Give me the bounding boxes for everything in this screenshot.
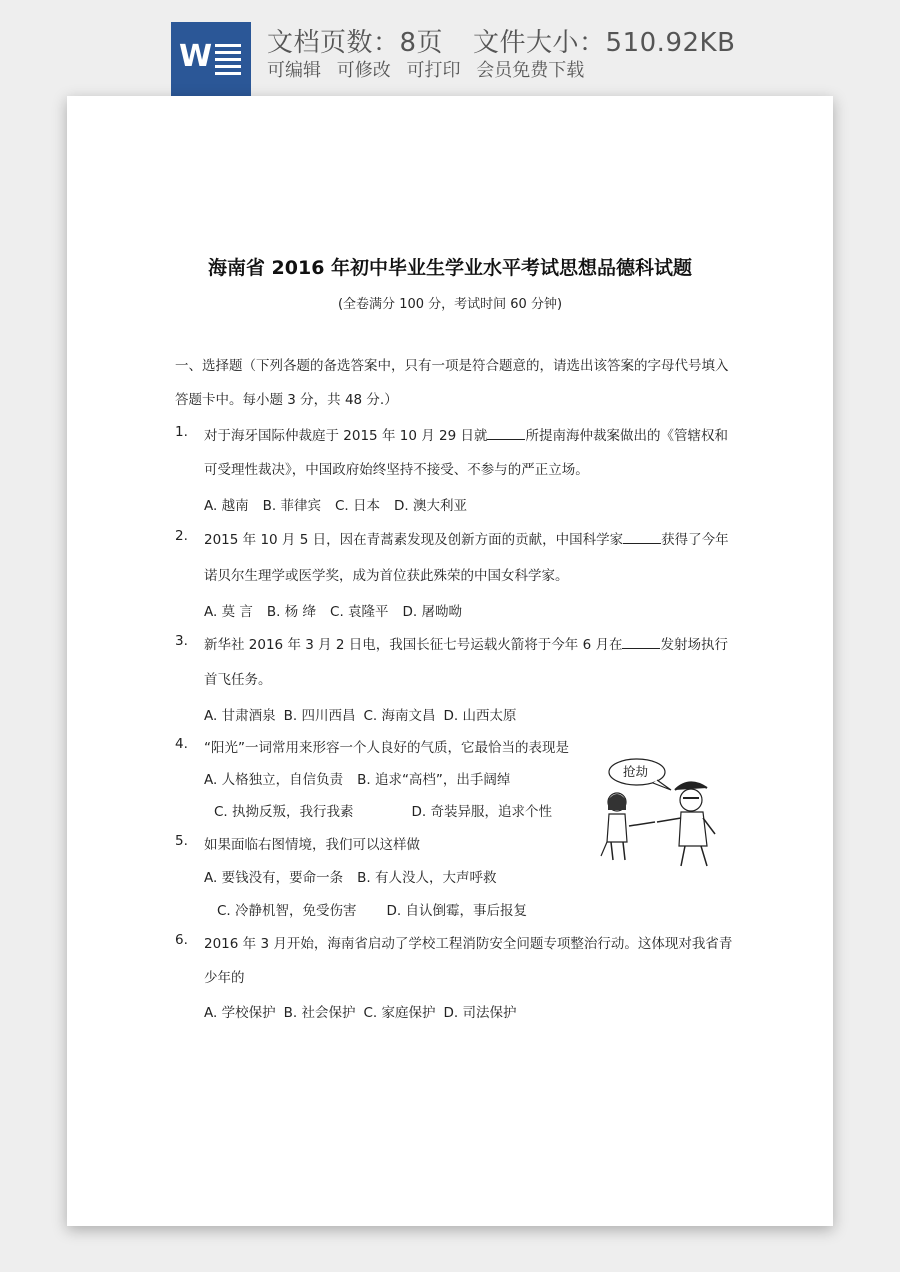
word-document-icon: [171, 22, 251, 96]
option-b: B. 杨 绛: [266, 604, 317, 620]
option-c: C. 日本: [334, 498, 380, 514]
feature-modifiable: 可修改: [336, 60, 391, 81]
question-4-line1: “阳光”一词常用来形容一个人良好的气质，它最恰当的表现是: [204, 740, 569, 756]
question-5-options-row1: [204, 866, 510, 886]
option-a: A. 甘肃酒泉: [204, 708, 276, 724]
exam-subtitle: (全卷满分 100 分，考试时间 60 分钟): [337, 297, 563, 312]
question-1-line2: 可受理性裁决》，中国政府始终坚持不接受、不参与的严正立场。: [204, 462, 589, 478]
speech-bubble-text: 抢劫: [623, 764, 649, 779]
question-number: 3.: [175, 633, 188, 649]
question-text: 发射场执行: [660, 637, 728, 653]
option-d: D. 司法保护: [443, 1005, 517, 1021]
feature-editable: 可编辑: [267, 60, 321, 81]
robbery-cartoon: [597, 756, 737, 876]
robbery-cartoon-drawing: [597, 756, 737, 876]
question-number: 6.: [175, 932, 188, 948]
question-2-line2: 诺贝尔生理学或医学奖，成为首位获此殊荣的中国女科学家。: [204, 568, 569, 584]
feature-printable: 可打印: [406, 60, 461, 81]
answer-blank: [623, 531, 661, 544]
option-d: D. 奇装异服，追求个性: [411, 804, 552, 820]
question-number: 2.: [175, 528, 188, 544]
option-a: A. 要钱没有，要命一条: [204, 870, 344, 886]
option-c: C. 冷静机智，免受伤害: [217, 903, 357, 919]
option-b: B. 追求“高档”，出手阔绰: [357, 772, 511, 788]
question-1-line1: [204, 424, 728, 444]
exam-title: 海南省 2016 年初中毕业生学业水平考试思想品德科试题: [207, 257, 693, 279]
question-6-options: [204, 1001, 530, 1021]
word-icon-letter: W: [179, 39, 213, 74]
option-c: C. 执拗反叛，我行我素: [214, 804, 354, 820]
option-a: A. 人格独立，自信负责: [204, 772, 344, 788]
feature-free-download: 会员免费下载: [476, 60, 585, 81]
question-text: 所提南海仲裁案做出的《管辖权和: [525, 428, 728, 444]
page-count: 文档页数：8页: [267, 28, 444, 58]
option-d: D. 澳大利亚: [393, 498, 467, 514]
section-heading-line1: 一、选择题（下列各题的备选答案中，只有一项是符合题意的，请选出该答案的字母代号填入: [175, 358, 729, 374]
question-text: 新华社 2016 年 3 月 2 日电，我国长征七号运载火箭将于今年 6 月在: [204, 637, 623, 653]
file-meta: [267, 22, 735, 59]
question-2-line1: [204, 528, 729, 548]
answer-blank: [487, 427, 525, 440]
option-c: C. 袁隆平: [330, 604, 389, 620]
question-4-options-row1: [204, 768, 524, 788]
option-d: D. 屠呦呦: [402, 604, 463, 620]
option-a: A. 越南: [204, 498, 249, 514]
option-b: B. 有人没人，大声呼救: [357, 870, 497, 886]
question-4-options-row2: [214, 800, 566, 820]
question-number: 5.: [175, 833, 188, 849]
option-d: D. 自认倒霉，事后报复: [386, 903, 527, 919]
question-6-line1: 2016 年 3 月开始，海南省启动了学校工程消防安全问题专项整治行动。这体现对我省青: [204, 936, 733, 952]
download-banner: [0, 0, 900, 96]
question-2-options: [204, 600, 476, 620]
question-number: 1.: [175, 424, 188, 440]
section-heading-line2: 答题卡中。每小题 3 分，共 48 分.）: [175, 392, 398, 408]
question-3-line1: [204, 633, 728, 653]
option-b: B. 社会保护: [283, 1005, 356, 1021]
option-b: B. 四川西昌: [283, 708, 356, 724]
question-5-line1: 如果面临右图情境，我们可以这样做: [204, 837, 420, 853]
question-5-options-row2: [217, 899, 541, 919]
question-3-options: [204, 704, 530, 724]
document-page: [67, 96, 833, 1226]
question-text: 获得了今年: [661, 532, 729, 548]
question-3-line2: 首飞任务。: [204, 672, 272, 688]
question-text: 对于海牙国际仲裁庭于 2015 年 10 月 29 日就: [204, 428, 488, 444]
option-a: A. 莫 言: [204, 604, 253, 620]
option-b: B. 菲律宾: [262, 498, 321, 514]
answer-blank: [622, 636, 660, 649]
option-c: C. 家庭保护: [363, 1005, 436, 1021]
question-1-options: [204, 494, 481, 514]
question-text: 2015 年 10 月 5 日，因在青蒿素发现及创新方面的贡献，中国科学家: [204, 532, 624, 548]
file-size: 文件大小：510.92KB: [473, 28, 736, 58]
word-icon-lines: [215, 44, 241, 79]
option-c: C. 海南文昌: [363, 708, 436, 724]
option-d: D. 山西太原: [443, 708, 517, 724]
feature-list: [267, 56, 594, 82]
question-6-line2: 少年的: [204, 970, 245, 986]
option-a: A. 学校保护: [204, 1005, 276, 1021]
question-number: 4.: [175, 736, 188, 752]
